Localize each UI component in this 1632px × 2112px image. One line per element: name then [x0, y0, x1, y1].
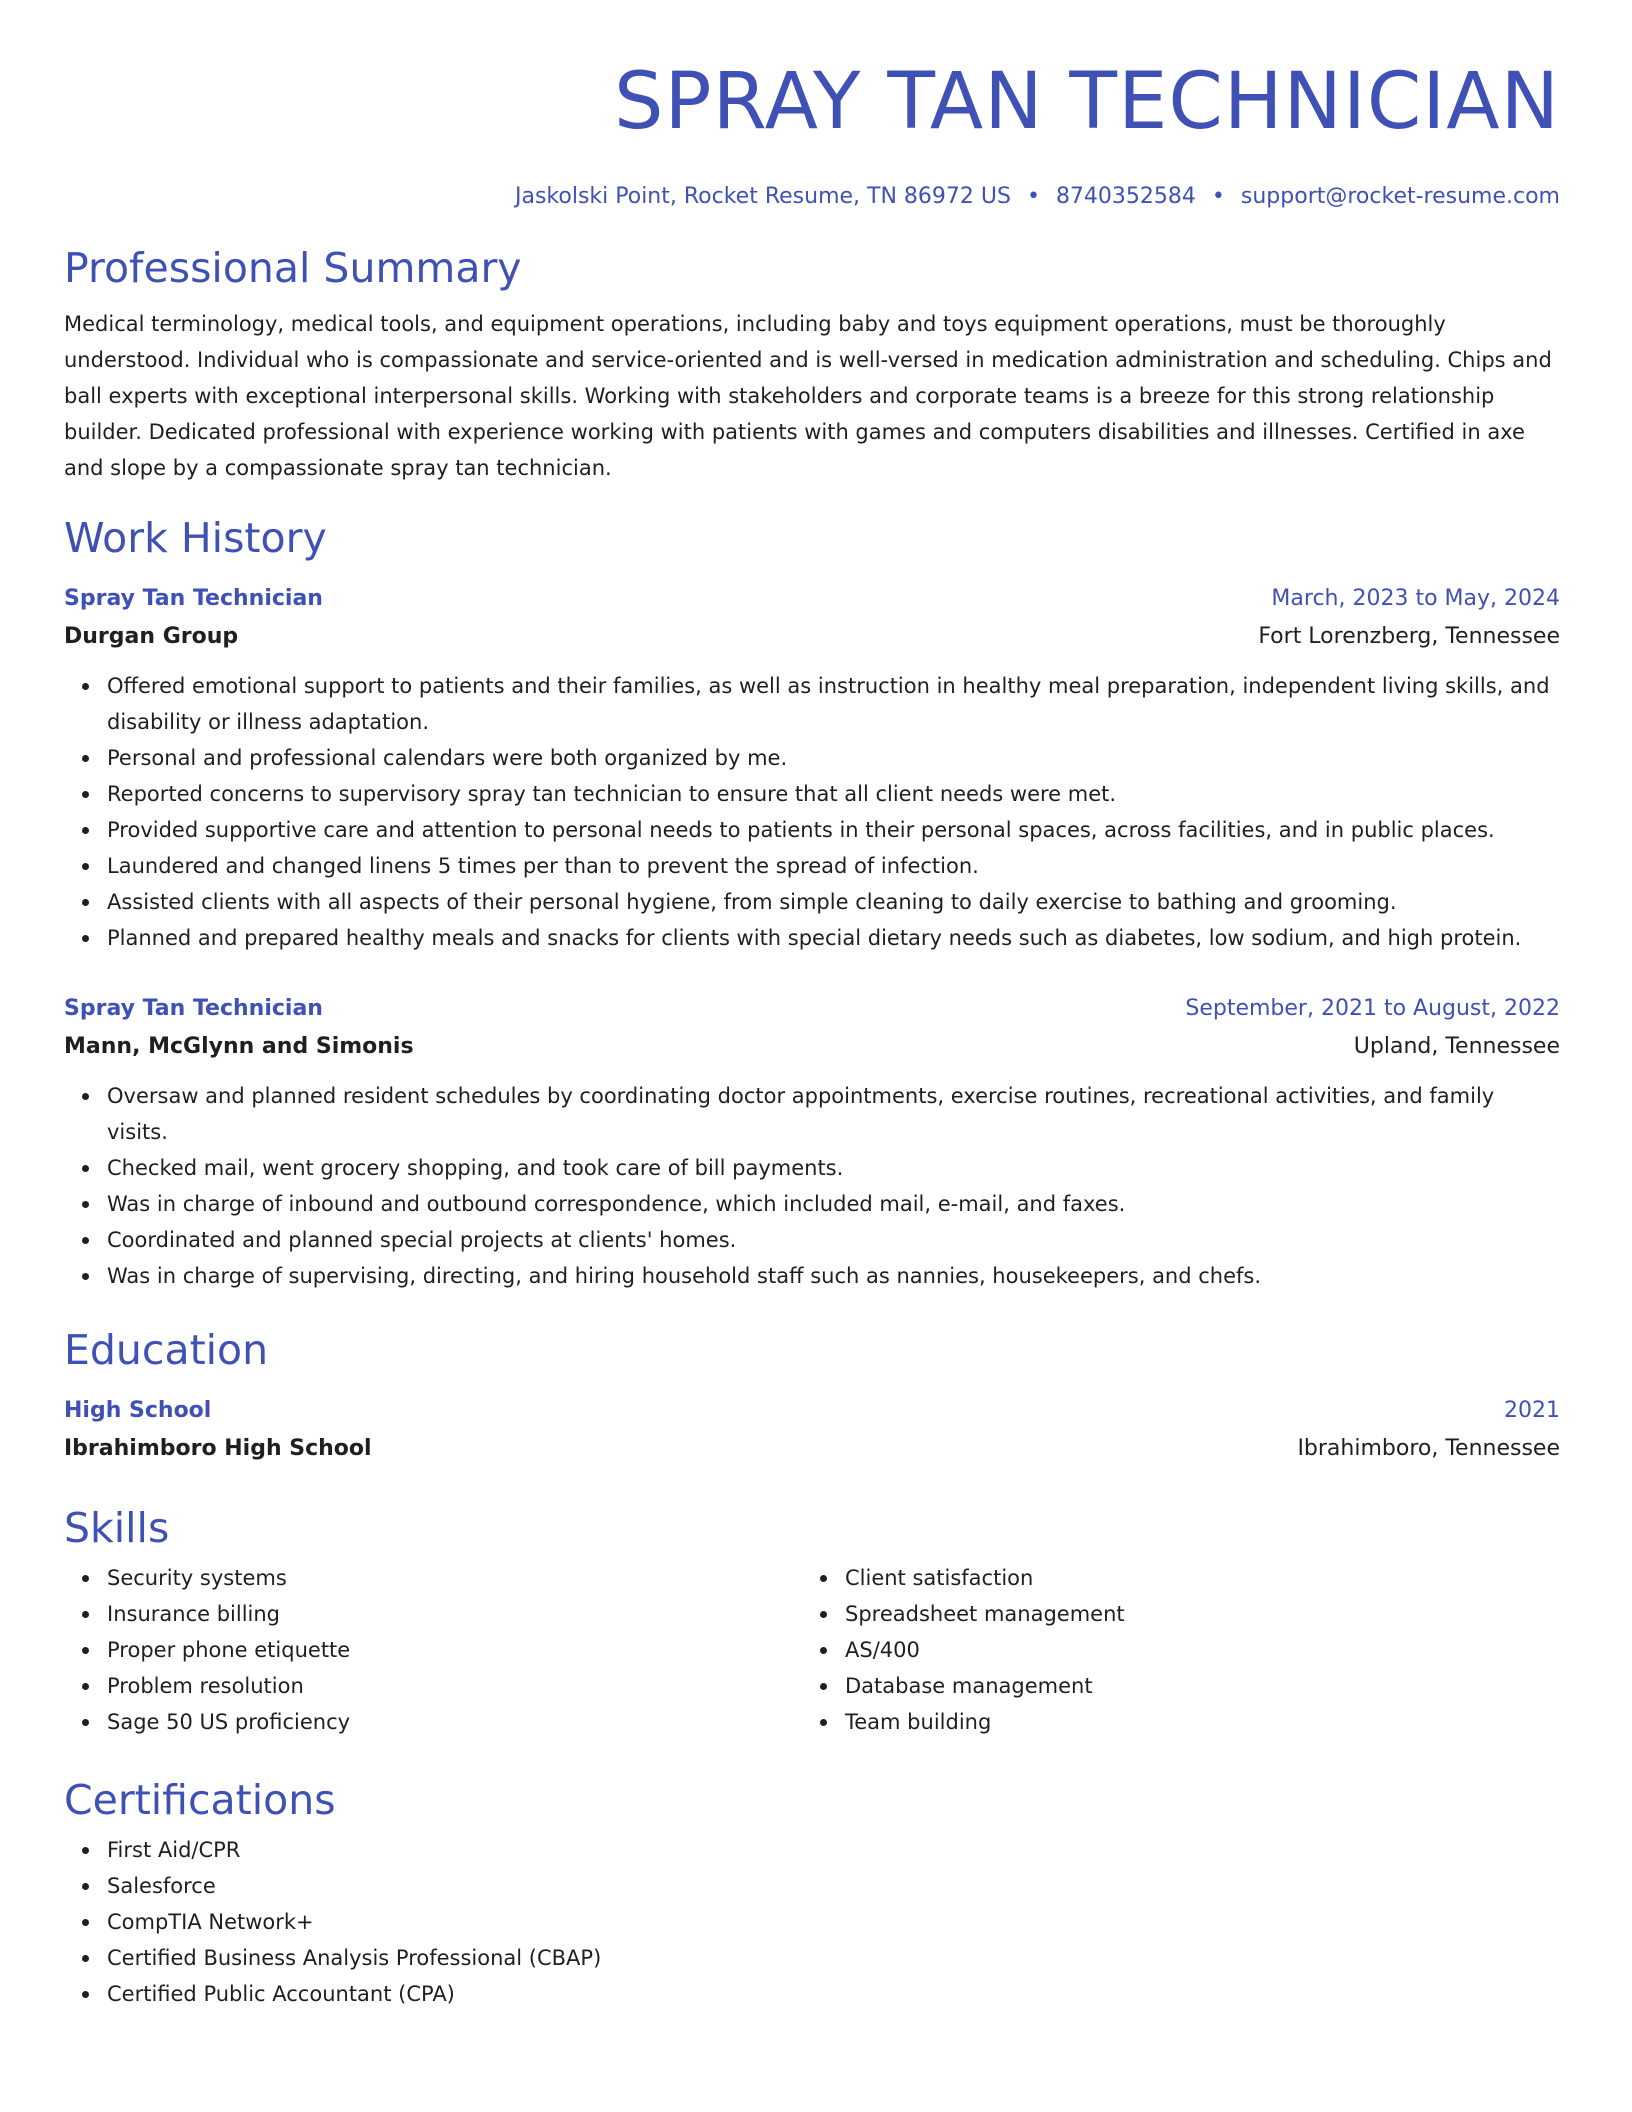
list-item: Personal and professional calendars were both organized by me. — [107, 740, 1560, 776]
job-location: Upland, Tennessee — [1353, 1034, 1560, 1059]
skills-list — [64, 1560, 802, 1740]
job-entry — [64, 990, 1560, 1294]
contact-phone: 8740352584 — [1055, 184, 1196, 209]
contact-address: Jaskolski Point, Rocket Resume, TN 86972 US — [514, 184, 1011, 209]
section-title-certifications: Certifications — [64, 1776, 336, 1824]
job-entry — [64, 580, 1560, 956]
list-item: Laundered and changed linens 5 times per than to prevent the spread of infection. — [107, 848, 1560, 884]
list-item: Team building — [845, 1704, 1540, 1740]
list-item: Provided supportive care and attention to personal needs to patients in their personal spaces, across facilities, and in public places. — [107, 812, 1560, 848]
skills-section — [64, 1502, 1560, 1740]
job-role: Spray Tan Technician — [64, 996, 323, 1021]
summary-text: Medical terminology, medical tools, and equipment operations, including baby and toys equipment operations, must be thoroughly understood. Individual who is compassionate and service-oriented and is well-versed in medication administration and scheduling. Chips and ball experts with exceptional interpersonal skills. Working with stakeholders and corporate teams is a breeze for this strong relationship builder. Dedicated professional with experience working with patients with games and computers disabilities and illnesses. Certified in axe and slope by a compassionate spray tan technician. — [64, 312, 1552, 480]
list-item: AS/400 — [845, 1632, 1540, 1668]
list-item: Coordinated and planned special projects at clients' homes. — [107, 1222, 1560, 1258]
list-item: Sage 50 US proficiency — [107, 1704, 802, 1740]
skills-columns — [64, 1560, 1560, 1740]
education-year: 2021 — [1504, 1398, 1560, 1423]
education-entry — [64, 1392, 1560, 1468]
list-item: Offered emotional support to patients and their families, as well as instruction in healthy meal preparation, independent living skills, and disability or illness adaptation. — [107, 668, 1560, 740]
list-item: Planned and prepared healthy meals and snacks for clients with special dietary needs such as diabetes, low sodium, and high protein. — [107, 920, 1560, 956]
education-location: Ibrahimboro, Tennessee — [1297, 1436, 1560, 1461]
contact-line — [64, 182, 1560, 212]
education-section — [64, 1324, 1560, 1468]
section-title-education: Education — [64, 1326, 269, 1374]
skills-column-left — [64, 1560, 802, 1740]
job-location: Fort Lorenzberg, Tennessee — [1258, 624, 1560, 649]
summary-section — [64, 242, 1560, 486]
list-item: Assisted clients with all aspects of their personal hygiene, from simple cleaning to daily exercise to bathing and grooming. — [107, 884, 1560, 920]
contact-email[interactable]: support@rocket-resume.com — [1240, 184, 1560, 209]
list-item: Was in charge of supervising, directing, and hiring household staff such as nannies, housekeepers, and chefs. — [107, 1258, 1560, 1294]
list-item: Checked mail, went grocery shopping, and took care of bill payments. — [107, 1150, 1560, 1186]
resume-header — [64, 0, 1560, 212]
education-degree: High School — [64, 1398, 212, 1423]
contact-separator: • — [1026, 184, 1040, 209]
list-item: Insurance billing — [107, 1596, 802, 1632]
certifications-section — [64, 1774, 1560, 2012]
job-dates: March, 2023 to May, 2024 — [1271, 586, 1560, 611]
section-title-skills: Skills — [64, 1504, 170, 1552]
list-item: Database management — [845, 1668, 1540, 1704]
skills-list — [802, 1560, 1540, 1740]
work-history-section — [64, 512, 1560, 1294]
resume-page — [64, 0, 1560, 2012]
contact-separator: • — [1211, 184, 1225, 209]
resume-name: SPRAY TAN TECHNICIAN — [614, 57, 1560, 147]
list-item: Security systems — [107, 1560, 802, 1596]
list-item: Oversaw and planned resident schedules by coordinating doctor appointments, exercise routines, recreational activities, and family visits. — [107, 1078, 1560, 1150]
list-item: First Aid/CPR — [107, 1832, 1560, 1868]
list-item: Certified Business Analysis Professional (CBAP) — [107, 1940, 1560, 1976]
certifications-list — [64, 1832, 1560, 2012]
list-item: Reported concerns to supervisory spray tan technician to ensure that all client needs were met. — [107, 776, 1560, 812]
job-bullets — [64, 668, 1560, 956]
job-dates: September, 2021 to August, 2022 — [1185, 996, 1560, 1021]
job-bullets — [64, 1078, 1560, 1294]
list-item: Spreadsheet management — [845, 1596, 1540, 1632]
list-item: Salesforce — [107, 1868, 1560, 1904]
job-company: Durgan Group — [64, 624, 239, 649]
list-item: Certified Public Accountant (CPA) — [107, 1976, 1560, 2012]
section-title-work-history: Work History — [64, 514, 327, 562]
list-item: Client satisfaction — [845, 1560, 1540, 1596]
skills-column-right — [802, 1560, 1540, 1740]
list-item: Proper phone etiquette — [107, 1632, 802, 1668]
job-company: Mann, McGlynn and Simonis — [64, 1034, 414, 1059]
list-item: CompTIA Network+ — [107, 1904, 1560, 1940]
list-item: Problem resolution — [107, 1668, 802, 1704]
job-role: Spray Tan Technician — [64, 586, 323, 611]
list-item: Was in charge of inbound and outbound correspondence, which included mail, e-mail, and faxes. — [107, 1186, 1560, 1222]
section-title-summary: Professional Summary — [64, 244, 522, 292]
education-school: Ibrahimboro High School — [64, 1436, 372, 1461]
